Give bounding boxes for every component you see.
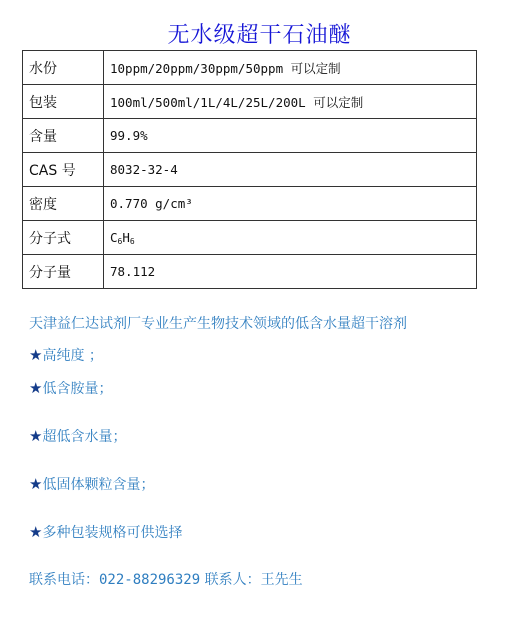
table-row [23, 51, 477, 85]
star-icon: ★ [29, 475, 43, 493]
feature-item [29, 522, 182, 542]
row-label: 分子量 [23, 255, 104, 289]
row-label: 包装 [23, 85, 104, 119]
row-value: 99.9% [104, 119, 477, 153]
feature-text: 超低含水量； [42, 429, 127, 445]
star-icon: ★ [29, 427, 43, 445]
row-label: 密度 [23, 187, 104, 221]
table-row [23, 119, 477, 153]
feature-text: 低含胺量； [42, 381, 113, 397]
row-value: 10ppm/20ppm/30ppm/50ppm 可以定制 [104, 51, 477, 85]
phone-number: 022-88296329 [99, 572, 201, 588]
row-label: CAS 号 [23, 153, 104, 187]
table-row [23, 187, 477, 221]
contact-person: 王先生 [260, 572, 303, 588]
row-value: 100ml/500ml/1L/4L/25L/200L 可以定制 [104, 85, 477, 119]
row-value: 0.770 g/cm³ [104, 187, 477, 221]
row-value: 78.112 [104, 255, 477, 289]
feature-item [29, 426, 126, 446]
contact-person-label: 联系人： [200, 572, 261, 588]
star-icon: ★ [29, 523, 43, 541]
feature-item [29, 345, 103, 365]
contact-line [29, 569, 303, 589]
page-title: 无水级超干石油醚 [167, 23, 352, 48]
formula-h: H [122, 229, 130, 245]
formula-h-sub: 6 [129, 236, 135, 246]
star-icon: ★ [29, 379, 43, 397]
formula-c-sub: 6 [117, 236, 123, 246]
feature-item [29, 378, 112, 398]
row-label: 分子式 [23, 221, 104, 255]
formula-value [104, 221, 477, 255]
table-row [23, 153, 477, 187]
intro-text: 天津益仁达试剂厂专业生产生物技术领域的低含水量超干溶剂 [29, 316, 407, 332]
row-label: 水份 [23, 51, 104, 85]
row-value: 8032-32-4 [104, 153, 477, 187]
star-icon: ★ [29, 346, 43, 364]
table-row [23, 85, 477, 119]
spec-table [22, 50, 477, 289]
feature-text: 多种包装规格可供选择 [42, 525, 183, 541]
row-label: 含量 [23, 119, 104, 153]
feature-text: 低固体颗粒含量； [42, 477, 155, 493]
table-row [23, 255, 477, 289]
feature-item [29, 474, 154, 494]
feature-text: 高纯度 ； [42, 348, 103, 364]
formula-c: C [110, 229, 118, 245]
phone-label: 联系电话： [29, 572, 99, 588]
table-row [23, 221, 477, 255]
